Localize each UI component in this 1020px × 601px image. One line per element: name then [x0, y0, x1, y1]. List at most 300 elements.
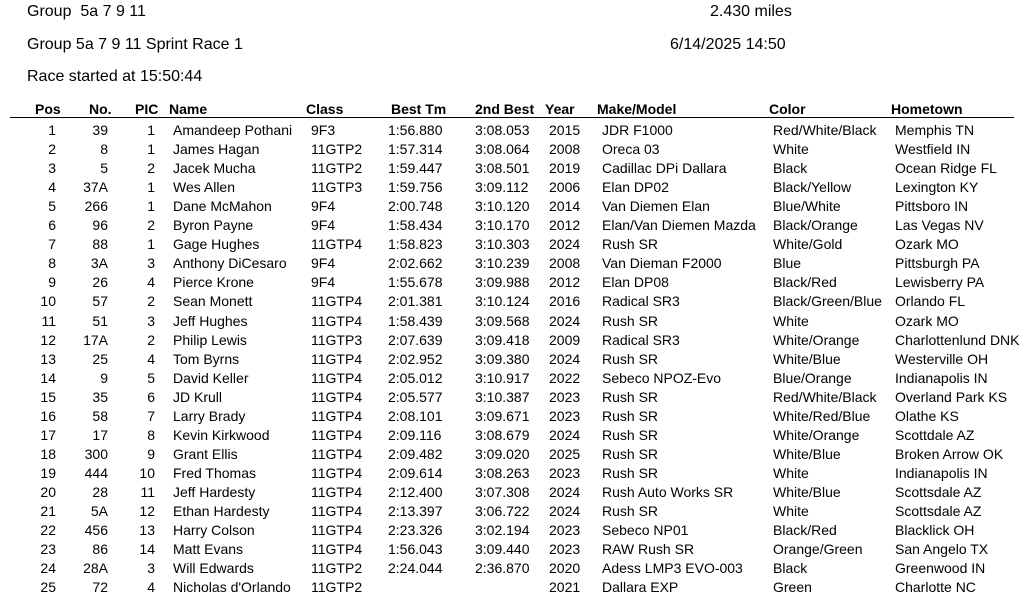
cell-pos: 4 — [48, 179, 56, 196]
cell-car-number: 3A — [90, 255, 108, 272]
cell-pos: 25 — [40, 579, 56, 596]
cell-color: Black — [773, 560, 808, 577]
cell-class: 9F4 — [311, 255, 336, 272]
cell-pos: 14 — [40, 369, 56, 386]
cell-make-model: Elan/Van Diemen Mazda — [602, 217, 756, 234]
cell-pic: 10 — [139, 464, 155, 481]
cell-year: 2020 — [549, 560, 581, 577]
cell-second-best: 3:09.568 — [475, 312, 530, 329]
cell-pic: 6 — [147, 388, 155, 405]
cell-best-time: 2:23.326 — [388, 522, 443, 539]
cell-hometown: Broken Arrow OK — [895, 445, 1004, 462]
table-row — [0, 197, 1020, 216]
cell-second-best: 3:09.440 — [475, 541, 530, 558]
cell-best-time: 2:05.577 — [388, 388, 443, 405]
cell-driver-name: Ethan Hardesty — [173, 503, 270, 519]
cell-car-number: 96 — [92, 217, 108, 234]
cell-pos: 17 — [40, 426, 56, 443]
table-row — [0, 235, 1020, 254]
cell-year: 2022 — [549, 369, 581, 386]
cell-hometown: Scottsdale AZ — [895, 503, 982, 519]
cell-make-model: Rush SR — [602, 312, 659, 329]
table-row — [0, 369, 1020, 388]
cell-hometown: Ozark MO — [895, 236, 959, 253]
cell-make-model: Rush SR — [602, 388, 659, 405]
table-row — [0, 521, 1020, 540]
cell-make-model: Dallara EXP — [602, 579, 679, 596]
cell-second-best: 3:09.112 — [475, 179, 529, 196]
cell-best-time: 2:13.397 — [388, 503, 443, 519]
cell-best-time: 2:09.614 — [388, 464, 443, 481]
cell-year: 2006 — [549, 179, 581, 196]
cell-pos: 13 — [40, 350, 56, 367]
cell-best-time: 2:09.116 — [388, 426, 442, 443]
column-header-pos: Pos — [35, 101, 61, 117]
cell-hometown: Westerville OH — [895, 350, 989, 367]
cell-color: Blue — [773, 255, 802, 272]
column-header-make-model: Make/Model — [597, 101, 677, 117]
cell-car-number: 8 — [100, 141, 108, 158]
cell-make-model: Adess LMP3 EVO-003 — [602, 560, 743, 577]
cell-class: 11GTP2 — [311, 560, 363, 577]
cell-best-time: 1:59.756 — [388, 179, 443, 196]
cell-color: Black/Yellow — [773, 179, 852, 196]
cell-class: 11GTP4 — [311, 312, 363, 329]
cell-hometown: Indianapolis IN — [895, 369, 988, 386]
cell-class: 11GTP2 — [311, 579, 363, 596]
cell-pic: 3 — [147, 255, 155, 272]
cell-color: Red/White/Black — [773, 122, 877, 138]
cell-second-best: 3:10.170 — [475, 217, 530, 234]
table-row — [0, 464, 1020, 483]
cell-driver-name: Will Edwards — [173, 560, 254, 577]
cell-class: 11GTP4 — [311, 522, 363, 539]
cell-driver-name: David Keller — [173, 369, 249, 386]
cell-make-model: Rush SR — [602, 407, 659, 424]
cell-class: 9F4 — [311, 198, 336, 215]
cell-car-number: 37A — [83, 179, 108, 196]
cell-make-model: Rush SR — [602, 503, 659, 519]
cell-make-model: Rush Auto Works SR — [602, 483, 734, 500]
cell-car-number: 35 — [92, 388, 108, 405]
table-row — [0, 559, 1020, 578]
cell-color: White/Blue — [773, 350, 841, 367]
cell-pos: 9 — [48, 274, 56, 291]
cell-hometown: Pittsburgh PA — [895, 255, 980, 272]
cell-class: 9F4 — [311, 274, 336, 291]
column-header-hometown: Hometown — [891, 101, 963, 117]
cell-driver-name: Pierce Krone — [173, 274, 254, 291]
cell-color: White — [773, 464, 809, 481]
cell-hometown: Lexington KY — [895, 179, 979, 196]
cell-second-best: 3:08.501 — [475, 160, 530, 177]
cell-hometown: San Angelo TX — [895, 541, 989, 558]
column-header-pic: PIC — [135, 101, 159, 117]
cell-pos: 22 — [40, 522, 56, 539]
cell-car-number: 51 — [92, 312, 108, 329]
cell-class: 11GTP3 — [311, 179, 363, 196]
cell-hometown: Olathe KS — [895, 407, 959, 424]
cell-year: 2016 — [549, 293, 581, 310]
cell-class: 11GTP2 — [311, 160, 363, 177]
table-row — [0, 140, 1020, 159]
table-row — [0, 483, 1020, 502]
cell-color: White — [773, 312, 809, 329]
cell-car-number: 5 — [100, 160, 108, 177]
cell-hometown: Orlando FL — [895, 293, 966, 310]
cell-car-number: 88 — [92, 236, 108, 253]
cell-second-best: 2:36.870 — [475, 560, 530, 577]
cell-pic: 2 — [147, 217, 155, 234]
column-header-class: Class — [306, 101, 344, 117]
cell-make-model: RAW Rush SR — [602, 541, 695, 558]
cell-driver-name: James Hagan — [173, 141, 260, 158]
cell-second-best: 3:10.124 — [475, 293, 530, 310]
cell-class: 11GTP4 — [311, 407, 363, 424]
cell-make-model: Van Diemen Elan — [602, 198, 710, 215]
column-header-second-best: 2nd Best — [475, 101, 535, 117]
cell-driver-name: Harry Colson — [173, 522, 255, 539]
cell-class: 11GTP4 — [311, 236, 363, 253]
cell-hometown: Pittsboro IN — [895, 198, 969, 215]
cell-make-model: Elan DP08 — [602, 274, 669, 291]
cell-pos: 23 — [40, 541, 56, 558]
cell-driver-name: JD Krull — [173, 388, 223, 405]
cell-class: 11GTP4 — [311, 483, 363, 500]
cell-hometown: Ozark MO — [895, 312, 959, 329]
cell-hometown: Overland Park KS — [895, 388, 1008, 405]
cell-make-model: Rush SR — [602, 445, 659, 462]
race-date-time: 6/14/2025 14:50 — [670, 36, 786, 53]
cell-year: 2025 — [549, 445, 581, 462]
cell-best-time: 1:56.043 — [388, 541, 443, 558]
cell-pic: 7 — [147, 407, 155, 424]
cell-pic: 12 — [139, 503, 155, 519]
cell-class: 11GTP4 — [311, 503, 363, 519]
cell-make-model: Rush SR — [602, 426, 659, 443]
cell-hometown: Greenwood IN — [895, 560, 986, 577]
cell-best-time: 1:56.880 — [388, 122, 443, 138]
cell-pos: 8 — [48, 255, 56, 272]
cell-pic: 3 — [147, 312, 155, 329]
cell-pic: 2 — [147, 331, 155, 348]
cell-hometown: Memphis TN — [895, 122, 975, 138]
cell-color: White/Orange — [773, 426, 860, 443]
cell-best-time: 1:58.823 — [388, 236, 443, 253]
cell-year: 2024 — [549, 350, 581, 367]
cell-second-best: 3:10.387 — [475, 388, 530, 405]
cell-year: 2021 — [549, 579, 581, 596]
cell-driver-name: Jacek Mucha — [173, 160, 256, 177]
cell-make-model: Cadillac DPi Dallara — [602, 160, 727, 177]
cell-second-best: 3:09.020 — [475, 445, 530, 462]
cell-pic: 2 — [147, 293, 155, 310]
cell-color: Blue/White — [773, 198, 841, 215]
cell-class: 11GTP4 — [311, 541, 363, 558]
cell-driver-name: Matt Evans — [173, 541, 244, 558]
cell-car-number: 28 — [92, 483, 108, 500]
cell-pos: 5 — [48, 198, 56, 215]
cell-car-number: 58 — [92, 407, 108, 424]
table-row — [0, 540, 1020, 559]
table-row — [0, 159, 1020, 178]
cell-best-time: 1:58.434 — [388, 217, 443, 234]
cell-pos: 1 — [48, 122, 56, 138]
cell-class: 11GTP4 — [311, 388, 363, 405]
cell-color: Black/Green/Blue — [773, 293, 882, 310]
cell-driver-name: Gage Hughes — [173, 236, 260, 253]
cell-color: White — [773, 141, 809, 158]
cell-make-model: Radical SR3 — [602, 293, 680, 310]
group-title: Group 5a 7 9 11 — [27, 3, 146, 20]
cell-hometown: Charlottenlund DNK — [895, 331, 1020, 348]
cell-pic: 4 — [147, 274, 155, 291]
cell-pos: 19 — [40, 464, 56, 481]
cell-pic: 1 — [147, 141, 155, 158]
cell-driver-name: Amandeep Pothani — [173, 122, 293, 138]
cell-year: 2009 — [549, 331, 581, 348]
cell-color: Green — [773, 579, 812, 596]
cell-driver-name: Nicholas d'Orlando — [173, 579, 291, 596]
cell-hometown: Lewisberry PA — [895, 274, 985, 291]
race-start-time: Race started at 15:50:44 — [27, 68, 203, 85]
cell-driver-name: Sean Monett — [173, 293, 253, 310]
cell-best-time: 2:12.400 — [388, 483, 443, 500]
cell-make-model: Rush SR — [602, 236, 659, 253]
cell-pos: 21 — [40, 503, 56, 519]
cell-best-time: 1:58.439 — [388, 312, 443, 329]
cell-color: Black/Red — [773, 522, 837, 539]
cell-driver-name: Jeff Hughes — [173, 312, 248, 329]
cell-pic: 2 — [147, 160, 155, 177]
cell-pos: 12 — [40, 331, 56, 348]
cell-best-time: 1:59.447 — [388, 160, 443, 177]
cell-best-time: 2:24.044 — [388, 560, 443, 577]
cell-car-number: 266 — [84, 198, 108, 215]
cell-second-best: 3:10.120 — [475, 198, 530, 215]
cell-color: Blue/Orange — [773, 369, 852, 386]
cell-pos: 11 — [41, 312, 56, 329]
cell-hometown: Ocean Ridge FL — [895, 160, 997, 177]
cell-second-best: 3:06.722 — [475, 503, 530, 519]
cell-car-number: 57 — [92, 293, 108, 310]
cell-driver-name: Byron Payne — [173, 217, 254, 234]
cell-second-best: 3:10.239 — [475, 255, 530, 272]
cell-driver-name: Fred Thomas — [173, 464, 256, 481]
cell-color: White/Gold — [773, 236, 843, 253]
cell-car-number: 9 — [100, 369, 108, 386]
cell-car-number: 28A — [83, 560, 108, 577]
cell-pic: 1 — [147, 179, 155, 196]
cell-pic: 1 — [147, 198, 155, 215]
cell-class: 9F4 — [311, 217, 336, 234]
cell-best-time: 1:55.678 — [388, 274, 443, 291]
cell-driver-name: Anthony DiCesaro — [173, 255, 287, 272]
cell-car-number: 86 — [92, 541, 108, 558]
column-header-best-time: Best Tm — [391, 101, 447, 117]
cell-pic: 4 — [147, 579, 155, 596]
cell-year: 2024 — [549, 503, 581, 519]
cell-best-time: 2:07.639 — [388, 331, 443, 348]
cell-year: 2023 — [549, 388, 581, 405]
cell-make-model: Oreca 03 — [602, 141, 660, 158]
cell-second-best: 3:08.053 — [475, 122, 530, 138]
cell-year: 2023 — [549, 541, 581, 558]
cell-best-time: 2:05.012 — [388, 369, 443, 386]
cell-best-time: 2:08.101 — [388, 407, 443, 424]
cell-color: Black/Orange — [773, 217, 858, 234]
cell-year: 2023 — [549, 522, 581, 539]
cell-best-time: 2:00.748 — [388, 198, 443, 215]
cell-class: 11GTP4 — [311, 350, 363, 367]
cell-class: 11GTP4 — [311, 293, 363, 310]
cell-year: 2012 — [549, 217, 581, 234]
cell-second-best: 3:02.194 — [475, 522, 530, 539]
cell-best-time: 2:09.482 — [388, 445, 443, 462]
table-row — [0, 254, 1020, 273]
cell-driver-name: Wes Allen — [173, 179, 235, 196]
table-row — [0, 388, 1020, 407]
column-header-name: Name — [169, 101, 208, 117]
cell-driver-name: Dane McMahon — [173, 198, 272, 215]
cell-hometown: Westfield IN — [895, 141, 971, 158]
table-row — [0, 273, 1020, 292]
cell-hometown: Blacklick OH — [895, 522, 975, 539]
cell-best-time: 2:02.662 — [388, 255, 443, 272]
cell-pic: 8 — [147, 426, 155, 443]
cell-pos: 10 — [40, 293, 56, 310]
cell-best-time: 2:02.952 — [388, 350, 443, 367]
cell-class: 11GTP2 — [311, 141, 363, 158]
cell-second-best: 3:08.679 — [475, 426, 530, 443]
cell-car-number: 17 — [92, 426, 108, 443]
table-row — [0, 121, 1020, 140]
cell-make-model: Sebeco NP01 — [602, 522, 689, 539]
cell-pic: 11 — [140, 483, 155, 500]
cell-pos: 18 — [40, 445, 56, 462]
cell-make-model: Rush SR — [602, 464, 659, 481]
table-row — [0, 445, 1020, 464]
cell-hometown: Las Vegas NV — [895, 217, 984, 234]
cell-second-best: 3:08.263 — [475, 464, 530, 481]
cell-pos: 15 — [40, 388, 56, 405]
cell-hometown: Scottdale AZ — [895, 426, 975, 443]
cell-color: White/Blue — [773, 483, 841, 500]
cell-pic: 13 — [139, 522, 155, 539]
cell-year: 2014 — [549, 198, 581, 215]
cell-second-best: 3:09.418 — [475, 331, 530, 348]
cell-second-best: 3:09.380 — [475, 350, 530, 367]
cell-pic: 14 — [139, 541, 155, 558]
cell-make-model: Radical SR3 — [602, 331, 680, 348]
cell-color: Black — [773, 160, 808, 177]
cell-pos: 24 — [40, 560, 56, 577]
cell-color: Orange/Green — [773, 541, 863, 558]
cell-car-number: 17A — [83, 331, 108, 348]
track-distance: 2.430 miles — [710, 3, 792, 20]
cell-car-number: 26 — [92, 274, 108, 291]
cell-year: 2024 — [549, 312, 581, 329]
cell-second-best: 3:10.917 — [475, 369, 530, 386]
table-row — [0, 331, 1020, 350]
cell-year: 2024 — [549, 483, 581, 500]
cell-make-model: JDR F1000 — [602, 122, 673, 138]
column-header-color: Color — [769, 101, 806, 117]
cell-pos: 16 — [40, 407, 56, 424]
cell-second-best: 3:07.308 — [475, 483, 530, 500]
cell-pos: 20 — [40, 483, 56, 500]
cell-year: 2008 — [549, 255, 581, 272]
cell-pic: 1 — [147, 122, 155, 138]
cell-year: 2012 — [549, 274, 581, 291]
cell-driver-name: Grant Ellis — [173, 445, 238, 462]
table-row — [0, 312, 1020, 331]
cell-driver-name: Tom Byrns — [173, 350, 240, 367]
cell-pic: 5 — [147, 369, 155, 386]
cell-hometown: Indianapolis IN — [895, 464, 988, 481]
cell-color: White — [773, 503, 809, 519]
table-row — [0, 350, 1020, 369]
cell-make-model: Elan DP02 — [602, 179, 669, 196]
cell-car-number: 39 — [92, 122, 108, 138]
table-row — [0, 407, 1020, 426]
cell-pic: 1 — [147, 236, 155, 253]
cell-pos: 3 — [48, 160, 56, 177]
cell-pic: 4 — [147, 350, 155, 367]
race-name: Group 5a 7 9 11 Sprint Race 1 — [27, 36, 243, 53]
table-row — [0, 292, 1020, 311]
cell-driver-name: Larry Brady — [173, 407, 246, 424]
table-row — [0, 426, 1020, 445]
cell-car-number: 72 — [92, 579, 108, 596]
cell-hometown: Scottsdale AZ — [895, 483, 982, 500]
cell-second-best: 3:09.671 — [475, 407, 530, 424]
cell-second-best: 3:08.064 — [475, 141, 530, 158]
cell-pos: 2 — [48, 141, 56, 158]
cell-year: 2015 — [549, 122, 581, 138]
cell-second-best: 3:10.303 — [475, 236, 530, 253]
cell-pos: 6 — [48, 217, 56, 234]
cell-class: 9F3 — [311, 122, 336, 138]
cell-second-best: 3:09.988 — [475, 274, 530, 291]
cell-pos: 7 — [48, 236, 56, 253]
cell-make-model: Rush SR — [602, 350, 659, 367]
cell-driver-name: Philip Lewis — [173, 331, 247, 348]
cell-color: White/Blue — [773, 445, 841, 462]
cell-car-number: 5A — [90, 503, 108, 519]
table-row — [0, 178, 1020, 197]
cell-driver-name: Kevin Kirkwood — [173, 426, 270, 443]
cell-car-number: 456 — [84, 522, 108, 539]
column-header-year: Year — [545, 101, 575, 117]
cell-make-model: Sebeco NPOZ-Evo — [602, 369, 722, 386]
cell-class: 11GTP4 — [311, 464, 363, 481]
cell-class: 11GTP4 — [311, 426, 363, 443]
cell-car-number: 444 — [84, 464, 108, 481]
cell-best-time: 1:57.314 — [388, 141, 443, 158]
cell-class: 11GTP3 — [311, 331, 363, 348]
cell-year: 2024 — [549, 426, 581, 443]
cell-make-model: Van Dieman F2000 — [602, 255, 722, 272]
cell-color: White/Red/Blue — [773, 407, 871, 424]
cell-pic: 9 — [147, 445, 155, 462]
cell-car-number: 300 — [84, 445, 108, 462]
cell-pic: 3 — [147, 560, 155, 577]
cell-best-time: 2:01.381 — [388, 293, 443, 310]
cell-driver-name: Jeff Hardesty — [173, 483, 256, 500]
cell-class: 11GTP4 — [311, 369, 363, 386]
table-row — [0, 502, 1020, 521]
